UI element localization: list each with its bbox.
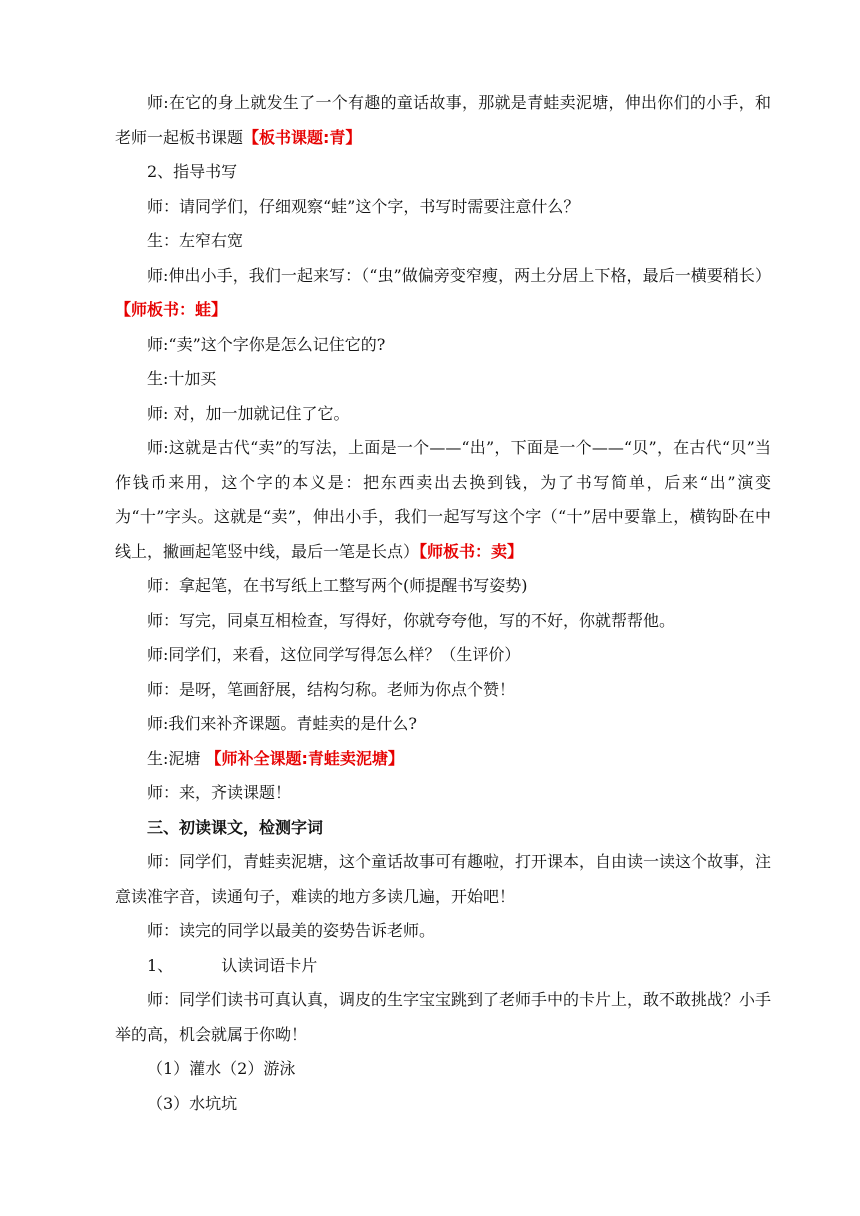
list-item-text: 认读词语卡片 [221, 955, 318, 975]
paragraph [115, 707, 771, 742]
paragraph [115, 569, 771, 604]
paragraph [115, 983, 771, 1052]
section-heading-text: 三、初读课文，检测字词 [147, 817, 324, 837]
board-note: 【师补全课题:青蛙卖泥塘】 [205, 748, 404, 768]
paragraph [115, 259, 771, 328]
paragraph [115, 845, 771, 914]
paragraph [115, 604, 771, 639]
paragraph-text: 生：左窄右宽 [147, 231, 244, 250]
paragraph [115, 673, 771, 708]
list-item [115, 949, 771, 984]
paragraph-text: 师:“卖”这个字你是怎么记住它的? [147, 334, 386, 354]
paragraph-text: 生:泥塘 [147, 748, 206, 768]
board-note: 【板书课题:青】 [243, 127, 362, 147]
paragraph-text: 师: 对，加一加就记住了它。 [147, 403, 350, 423]
list-number: 1、 [147, 955, 174, 975]
paragraph-text: 师：是呀，笔画舒展，结构匀称。老师为你点个赞！ [147, 679, 516, 699]
paragraph-text: 师：读完的同学以最美的姿势告诉老师。 [147, 921, 436, 940]
paragraph-text: 师：拿起笔，在书写纸上工整写两个(师提醒书写姿势) [147, 576, 528, 595]
paragraph-text: 师：同学们读书可真认真，调皮的生字宝宝跳到了老师手中的卡片上，敢不敢挑战？小手举的高，机会就属于你呦！ [115, 990, 772, 1044]
paragraph-text: 师:在它的身上就发生了一个有趣的童话故事，那就是青蛙卖泥塘，伸出你们的小手，和老师一起板书课题 [115, 93, 771, 147]
paragraph [115, 86, 771, 155]
word-card-text: （1）灌水（2）游泳 [147, 1059, 296, 1078]
paragraph [115, 397, 771, 432]
paragraph [115, 776, 771, 811]
paragraph [115, 638, 771, 673]
document-body [115, 86, 771, 1121]
paragraph [115, 362, 771, 397]
paragraph-text: 师:同学们，来看，这位同学写得怎么样？（生评价） [147, 645, 521, 664]
paragraph-text: 2、指导书写 [147, 162, 238, 181]
board-note: 【师板书：卖】 [419, 541, 524, 561]
paragraph-text: 师:伸出小手，我们一起来写：（“虫”做偏旁变窄瘦，两土分居上下格，最后一横要稍长） [147, 265, 771, 285]
paragraph-text: 师：来，齐读课题！ [147, 783, 292, 802]
word-card-list [115, 1052, 771, 1087]
paragraph [115, 914, 771, 949]
board-note: 【师板书：蛙】 [115, 300, 228, 319]
section-heading [115, 811, 771, 846]
paragraph-text: 师:这就是古代“卖”的写法，上面是一个——“出”，下面是一个——“贝”，在古代“贝”当作钱币来用，这个字的本义是：把东西卖出去换到钱，为了书写简单，后来“出”演变为“十”字头。这就是“卖”，伸出小手，我们一起写写这个字（“十”居中要靠上，横钩卧在中线上，撇画起笔竖中线，最后一笔是长点） [115, 438, 771, 561]
paragraph-text: 师:我们来补齐课题。青蛙卖的是什么? [147, 714, 417, 733]
paragraph-text: 生:十加买 [147, 369, 217, 388]
paragraph-text: 师：请同学们，仔细观察“蛙”这个字，书写时需要注意什么？ [147, 196, 580, 216]
paragraph-text: 师：同学们，青蛙卖泥塘，这个童话故事可有趣啦，打开课本，自由读一读这个故事，注意读准字音，读通句子，难读的地方多读几遍，开始吧！ [115, 852, 772, 906]
word-card-list [115, 1087, 771, 1122]
paragraph [115, 190, 771, 225]
paragraph [115, 224, 771, 259]
paragraph-text: 师：写完，同桌互相检查，写得好，你就夸夸他，写的不好，你就帮帮他。 [147, 610, 676, 630]
paragraph [115, 431, 771, 569]
paragraph [115, 742, 771, 777]
section-subheading [115, 155, 771, 190]
paragraph [115, 328, 771, 363]
word-card-text: （3）水坑坑 [147, 1093, 238, 1113]
